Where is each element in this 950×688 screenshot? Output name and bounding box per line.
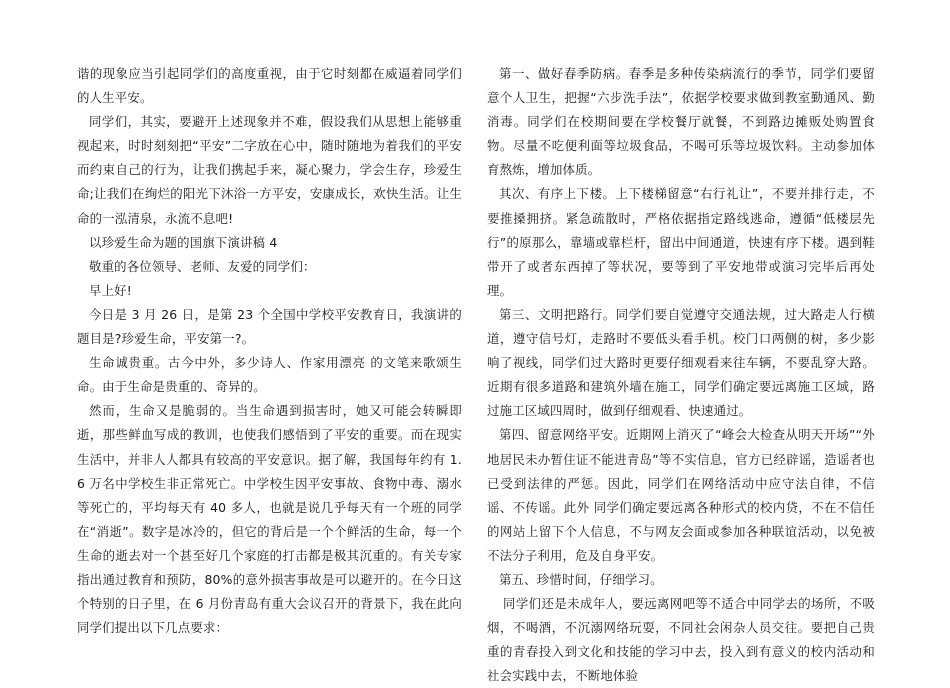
paragraph: 然而，生命又是脆弱的。当生命遇到损害时，她又可能会转瞬即逝，那些鲜血写成的教训，也使我们感悟到了平安的重要。而在现实生活中，并非人人都具有较高的平安意识。据了解，我国每年约有 1.6 万名中学校生非正常死亡。中学校生因平安事故、食物中毒、溺水等死亡的，平均每天有 40 多人，也就是说几乎每天有一个班的同学在“消逝”。数字是冰冷的，但它的背后是一个个鲜活的生命，每一个生命的逝去对一个甚至好几个家庭的打击都是极其沉重的。有关专家指出通过教育和预防，80%的意外损害事故是可以避开的。在今日这个特别的日子里，在 6 月份青岛有重大会议召开的背景下，我在此向同学们提出以下几点要求：: [77, 403, 462, 636]
paragraph: 第四、留意网络平安。近期网上消灭了“峰会大检查从明天开场”“外地居民未办暂住证不能进青岛”等不实信息，官方已经辟谣，造谣者也已受到法律的严惩。因此，同学们在网络活动中应守法自律，不信谣、不传谣。此外 同学们确定要远离各种形式的校内贷，不在不信任的网站上留下个人信息，不与网友会面或参加各种联谊活动，以免被不法分子利用，危及自身平安。: [487, 427, 875, 563]
paragraph: 同学们，其实，要避开上述现象并不难，假设我们从思想上能够重视起来，时时刻刻把“平安”二字放在心中，随时随地为着我们的平安而约束自己的行为，让我们携起手来，凝心聚力，学会生存，珍爱生命;让我们在绚烂的阳光下沐浴一方平安，安康成长，欢快生活。让生命的一泓清泉，永流不息吧!: [77, 114, 462, 226]
paragraph: 第五、珍惜时间，仔细学习。: [499, 571, 663, 587]
paragraph: 第三、文明把路行。同学们要自觉遵守交通法规，过大路走人行横道，遵守信号灯，走路时不要低头看手机。校门口两侧的树，多少影响了视线，同学们过大路时更要仔细观看来往车辆，不要乱穿大路。近期有很多道路和建筑外墙在施工，同学们确定要远离施工区域，路过施工区域四周时，做到仔细观看、快速通过。: [487, 306, 875, 419]
section-heading: 以珍爱生命为题的国旗下演讲稿 4: [89, 234, 278, 250]
greeting: 早上好!: [89, 282, 132, 298]
right-column: [487, 62, 875, 688]
paragraph: 生命诚贵重。古今中外，多少诗人、作家用漂亮 的文笔来歌颂生命。由于生命是贵重的、奇异的。: [77, 355, 462, 395]
paragraph: 今日是 3 月 26 日，是第 23 个全国中学校平安教育日，我演讲的题目是?珍爱生命，平安第一?。: [77, 306, 462, 347]
paragraph: 同学们还是未成年人，要远离网吧等不适合中同学去的场所，不吸烟，不喝酒，不沉溺网络玩耍，不同社会闲杂人员交往。要把自己贵重的青春投入到文化和技能的学习中去，投入到有意义的校内活动和社会实践中去，不断地体验: [487, 596, 875, 684]
salutation: 敬重的各位领导、老师、友爱的同学们：: [89, 258, 316, 274]
paragraph: 其次、有序上下楼。上下楼梯留意“右行礼让”，不要并排行走，不要推搡拥挤。紧急疏散时，严格依据指定路线逃命，遵循“低楼层先行”的原那么，靠墙或靠栏杆，留出中间通道，快速有序下楼。遇到鞋带开了或者东西掉了等状况，要等到了平安地带或演习完毕后再处理。: [487, 186, 875, 298]
left-column: [77, 62, 462, 640]
paragraph: 谐的现象应当引起同学们的高度重视，由于它时刻都在威逼着同学们的人生平安。: [77, 66, 462, 106]
paragraph: 第一、做好春季防病。春季是多种传染病流行的季节，同学们要留意个人卫生，把握“六步洗手法”，依据学校要求做到教室勤通风、勤消毒。同学们在校期间要在学校餐厅就餐，不到路边摊贩处购置食物。尽量不吃便利面等垃圾食品，不喝可乐等垃圾饮料。主动参加体育熬炼，增加体质。: [487, 66, 875, 178]
